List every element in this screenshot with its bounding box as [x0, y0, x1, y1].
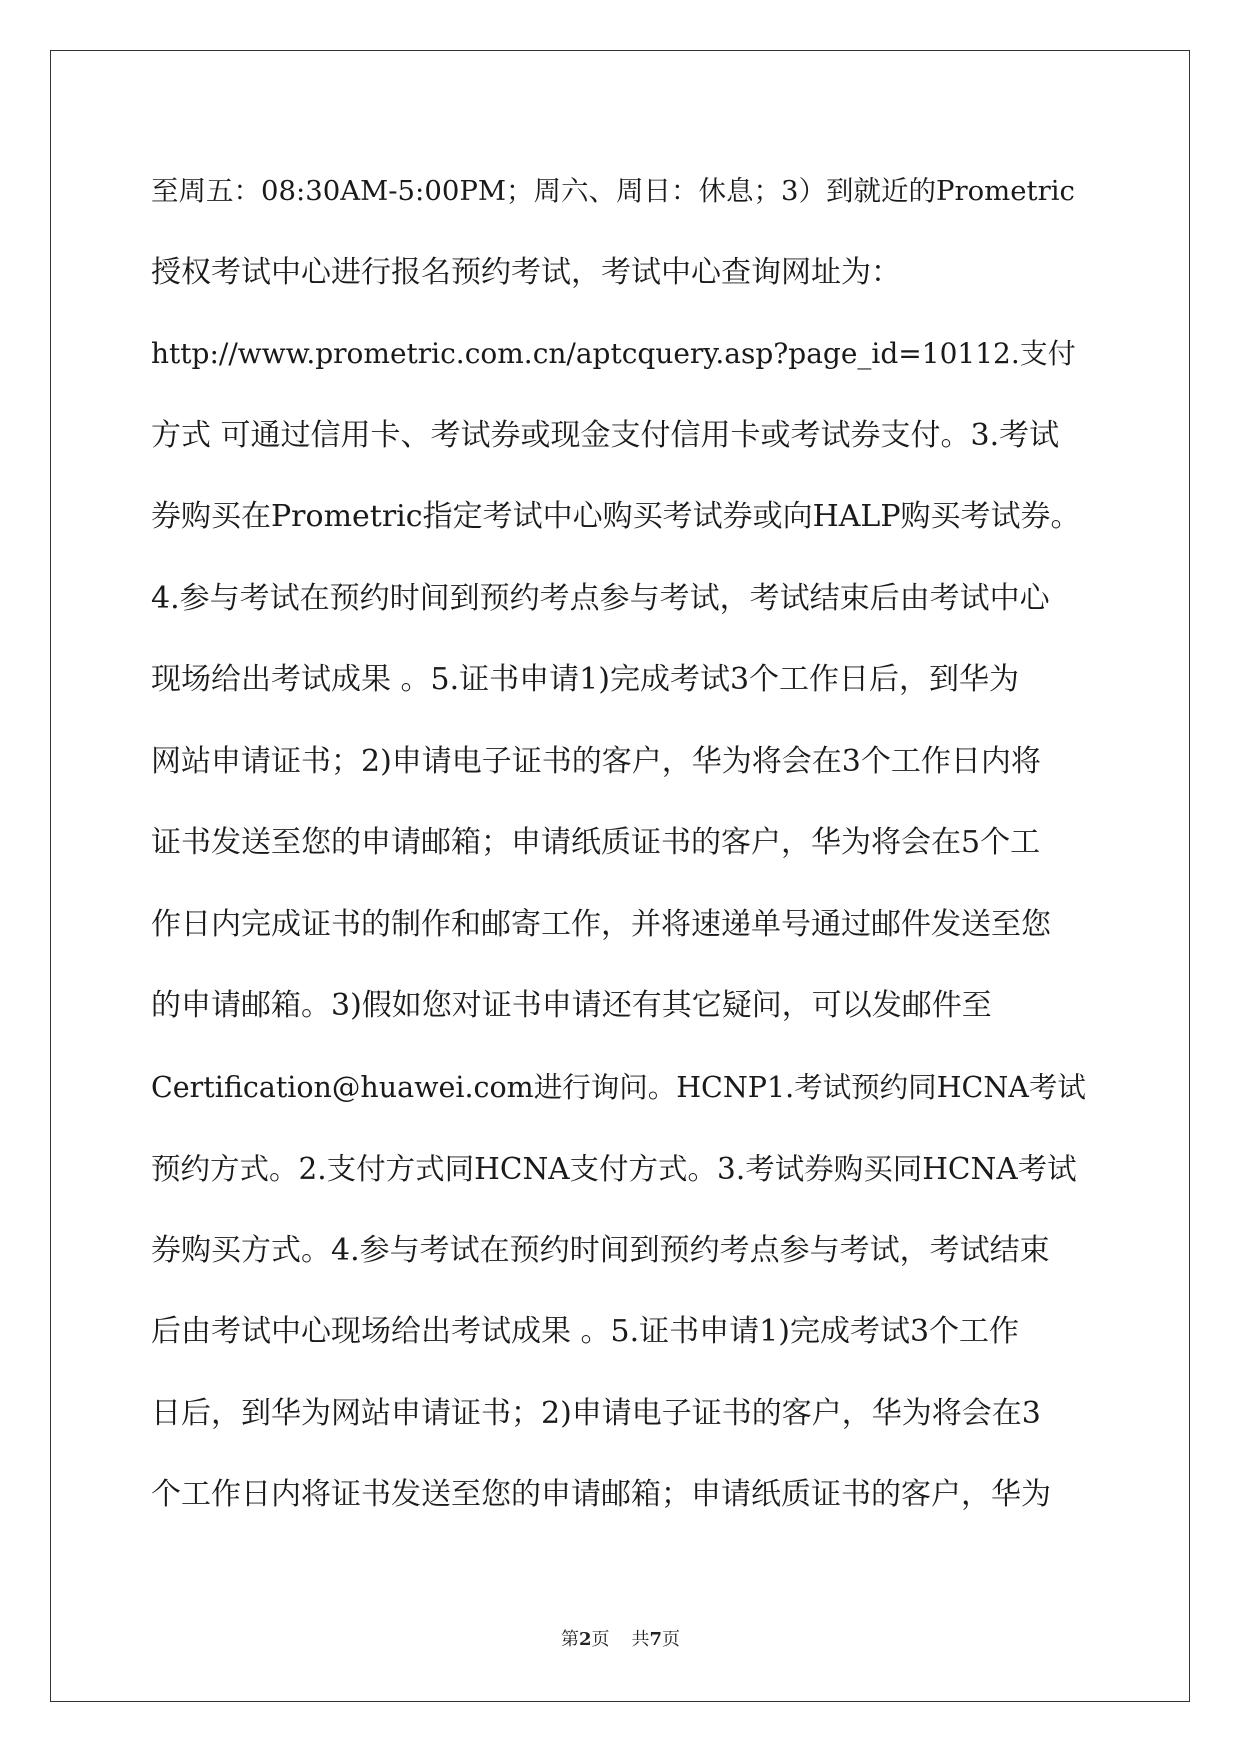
document-body [151, 163, 1091, 1549]
text-line: 个工作日内将证书发送至您的申请邮箱；申请纸质证书的客户，华为 [151, 1477, 1051, 1512]
page-current-number: 2 [578, 1629, 592, 1650]
text-line: 4.参与考试在预约时间到预约考点参与考试，考试结束后由考试中心 [151, 580, 1050, 616]
text-line: 作日内完成证书的制作和邮寄工作，并将速递单号通过邮件发送至您 [151, 906, 1051, 942]
text-line: 后由考试中心现场给出考试成果 。5.证书申请1)完成考试3个工作 [151, 1314, 1020, 1349]
page-suffix: 页 [591, 1629, 610, 1650]
text-line: 券购买方式。4.参与考试在预约时间到预约考点参与考试，考试结束 [151, 1232, 1050, 1268]
total-prefix: 共 [631, 1629, 650, 1650]
text-line: 券购买在Prometric指定考试中心购买考试券或向HALP购买考试券。 [151, 499, 1081, 534]
text-line: 至周五：08:30AM-5:00PM；周六、周日：休息；3）到就近的Prometric [151, 175, 1075, 207]
page-total-number: 7 [649, 1629, 663, 1650]
page-footer [0, 1625, 1241, 1651]
text-line: 方式 可通过信用卡、考试券或现金支付信用卡或考试券支付。3.考试 [151, 417, 1060, 453]
text-line: 日后，到华为网站申请证书；2)申请电子证书的客户，华为将会在3 [151, 1395, 1041, 1431]
text-line: http://www.prometric.com.cn/aptcquery.asp?page_id=10112.支付 [151, 337, 1076, 370]
text-line: 授权考试中心进行报名预约考试，考试中心查询网址为： [151, 254, 901, 290]
text-line: 证书发送至您的申请邮箱；申请纸质证书的客户，华为将会在5个工 [151, 825, 1041, 860]
page-prefix: 第 [560, 1629, 579, 1650]
total-suffix: 页 [662, 1629, 681, 1650]
text-line: 现场给出考试成果 。5.证书申请1)完成考试3个工作日后，到华为 [151, 662, 1020, 697]
text-line: 预约方式。2.支付方式同HCNA支付方式。3.考试券购买同HCNA考试 [151, 1152, 1077, 1186]
text-line: 网站申请证书；2)申请电子证书的客户，华为将会在3个工作日内将 [151, 743, 1041, 779]
text-line: 的申请邮箱。3)假如您对证书申请还有其它疑问，可以发邮件至 [151, 988, 992, 1023]
text-line: Certification@huawei.com进行询问。HCNP1.考试预约同HCNA考试 [151, 1070, 1086, 1104]
